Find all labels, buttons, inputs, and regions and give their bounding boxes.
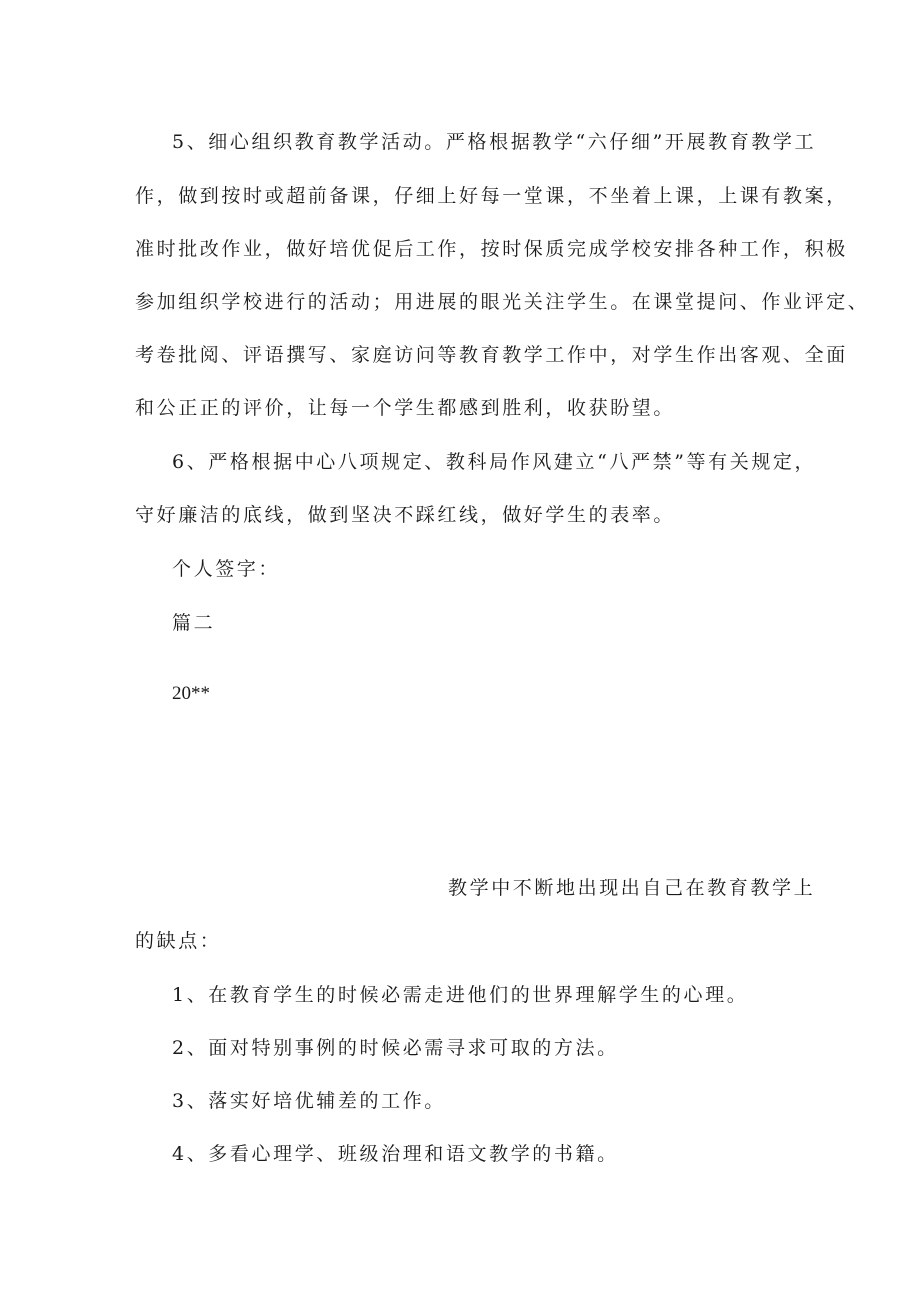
paragraph-5-line-4: 参加组织学校进行的活动；用进展的眼光关注学生。在课堂提问、作业评定、: [135, 291, 870, 313]
list-item-3: 3、落实好培优辅差的工作。: [172, 1090, 446, 1112]
signature-label: 个人签字：: [172, 558, 281, 580]
list-item-1: 1、在教育学生的时候必需走进他们的世界理解学生的心理。: [172, 984, 749, 1006]
paragraph-5-line-3: 准时批改作业，做好培优促后工作，按时保质完成学校安排各种工作，积极: [135, 238, 848, 260]
paragraph-6-line-2: 守好廉洁的底线，做到坚决不踩红线，做好学生的表率。: [135, 504, 676, 526]
paragraph-5-line-5: 考卷批阅、评语撰写、家庭访问等教育教学工作中，对学生作出客观、全面: [135, 344, 848, 366]
paragraph-5-line-2: 作，做到按时或超前备课，仔细上好每一堂课，不坐着上课，上课有教案，: [135, 185, 848, 207]
paragraph-5-line-1: 5、细心组织教育教学活动。严格根据教学“六仔细”开展教育教学工: [172, 131, 817, 153]
shortcomings-intro-line-2: 的缺点：: [135, 930, 222, 952]
list-item-2: 2、面对特别事例的时候必需寻求可取的方法。: [172, 1037, 619, 1059]
year-heading: 20**: [172, 683, 210, 704]
section-heading: 篇二: [172, 612, 216, 634]
shortcomings-intro-line-1: 教学中不断地出现出自己在教育教学上: [448, 877, 816, 899]
paragraph-5-line-6: 和公正正的评价，让每一个学生都感到胜利，收获盼望。: [135, 397, 676, 419]
list-item-4: 4、多看心理学、班级治理和语文教学的书籍。: [172, 1143, 619, 1165]
paragraph-6-line-1: 6、严格根据中心八项规定、教科局作风建立“八严禁”等有关规定，: [172, 451, 817, 473]
